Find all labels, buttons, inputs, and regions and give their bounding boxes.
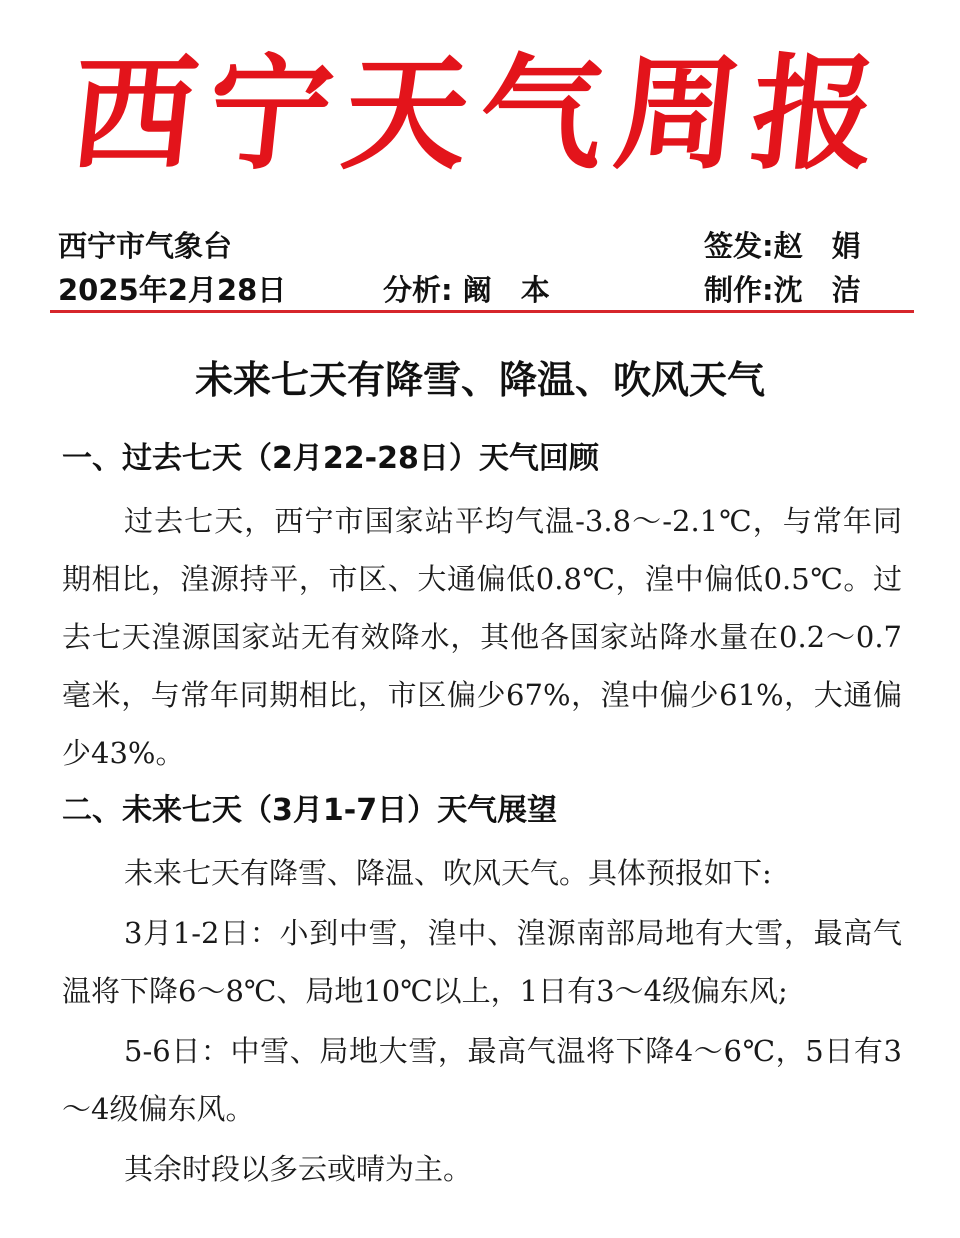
- outlook-5-6: 5-6日：中雪、局地大雪，最高气温将下降4～6℃，5日有3～4级偏东风。: [62, 1034, 902, 1126]
- header-divider: [50, 310, 914, 313]
- outlook-intro: 未来七天有降雪、降温、吹风天气。具体预报如下:: [124, 856, 772, 890]
- producer-label: 制作:: [704, 273, 774, 307]
- meta-row-1: [58, 226, 902, 266]
- headline: 未来七天有降雪、降温、吹风天气: [194, 358, 765, 402]
- analyst-name: 阚 本: [462, 273, 550, 307]
- signer-line: [704, 226, 861, 266]
- masthead-title: 西宁天气周报: [64, 42, 896, 187]
- producer-name: 沈 洁: [773, 273, 861, 307]
- outlook-rest: 其余时段以多云或晴为主。: [124, 1152, 473, 1186]
- signer-label: 签发:: [704, 229, 774, 263]
- analyst-label: 分析:: [383, 273, 463, 307]
- meta-row-2: [58, 270, 902, 310]
- signer-name: 赵 娟: [773, 229, 861, 263]
- producer-line: [704, 270, 861, 310]
- section-heading-outlook: 二、未来七天（3月1-7日）天气展望: [62, 793, 558, 828]
- issue-date: 2025年2月28日: [58, 273, 287, 307]
- outlook-mar-1-2: 3月1-2日：小到中雪，湟中、湟源南部局地有大雪，最高气温将下降6～8℃、局地10℃以上，1日有3～4级偏东风;: [62, 916, 902, 1008]
- report-body: [62, 434, 902, 1200]
- review-paragraph: 过去七天，西宁市国家站平均气温-3.8～-2.1℃，与常年同期相比，湟源持平，市区、大通偏低0.8℃，湟中偏低0.5℃。过去七天湟源国家站无有效降水，其他各国家站降水量在0.2～0.7毫米，与常年同期相比，市区偏少67%，湟中偏少61%，大通偏少43%。: [62, 504, 902, 770]
- issuer: 西宁市气象台: [58, 229, 233, 263]
- masthead: [0, 40, 960, 190]
- section-heading-review: 一、过去七天（2月22-28日）天气回顾: [62, 441, 599, 476]
- analyst-line: [383, 270, 550, 310]
